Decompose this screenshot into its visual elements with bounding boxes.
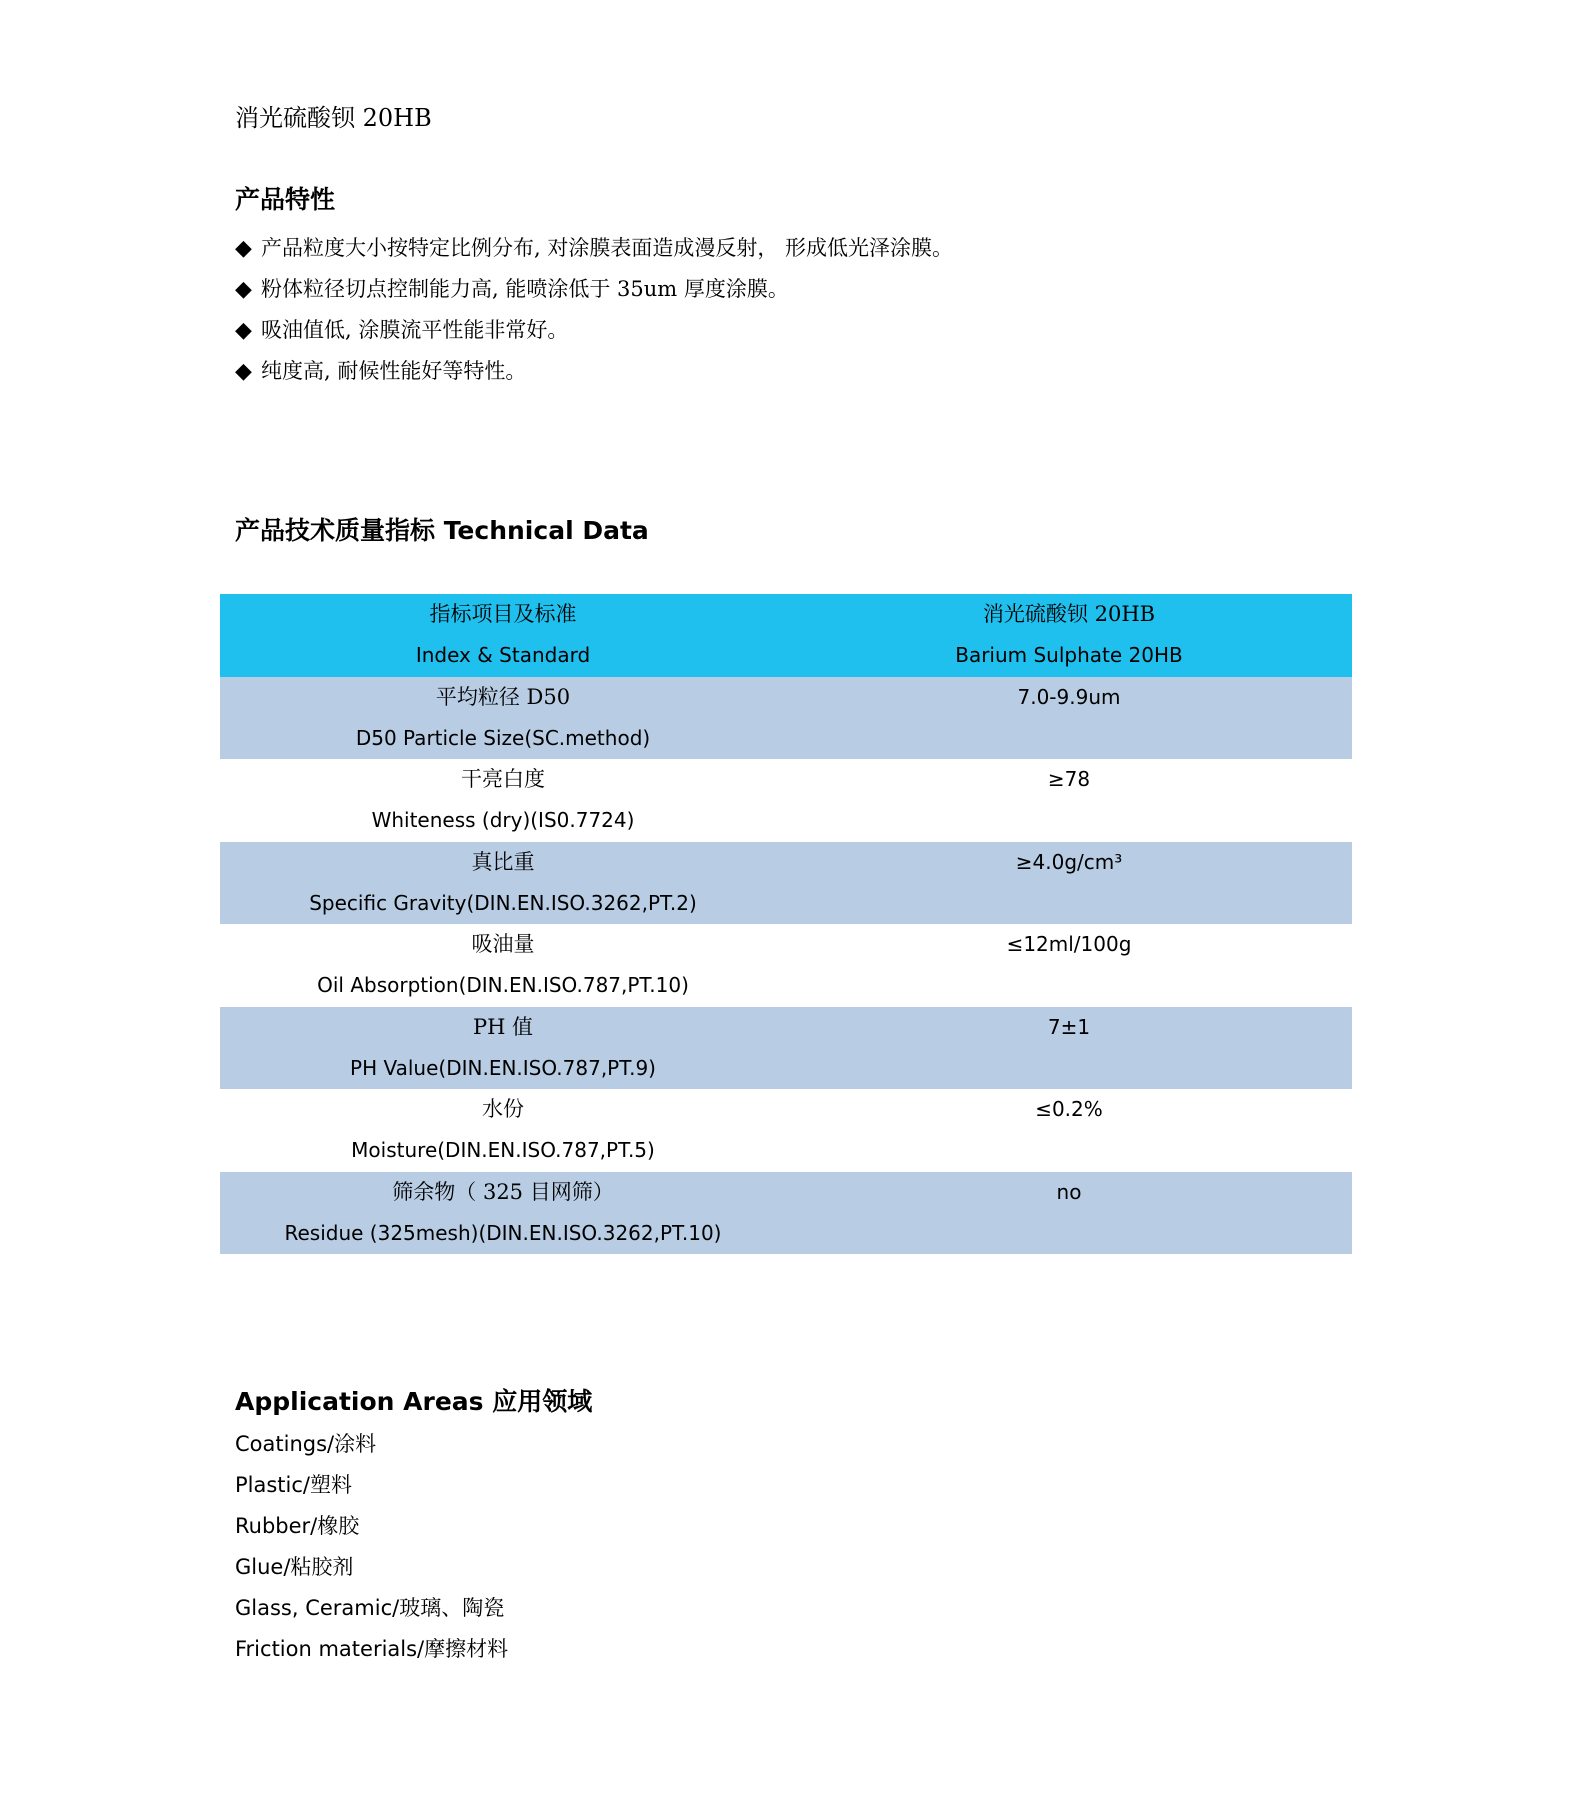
value-text: ≥78 [1047, 767, 1091, 791]
feature-item [235, 228, 953, 269]
header-index-en: Index & Standard [415, 643, 591, 667]
header-value-en: Barium Sulphate 20HB [955, 643, 1183, 667]
value-text: ≥4.0g/cm³ [1015, 849, 1123, 874]
application-item: Rubber/橡胶 [235, 1514, 360, 1538]
technical-data-heading: 产品技术质量指标 Technical Data [235, 516, 649, 545]
value-cell [786, 1007, 1352, 1090]
table-header-row [220, 594, 1352, 677]
index-en: Moisture(DIN.EN.ISO.787,PT.5) [351, 1138, 655, 1162]
application-item: Coatings/涂料 [235, 1432, 377, 1456]
index-en: D50 Particle Size(SC.method) [355, 725, 651, 750]
index-en: Specific Gravity(DIN.EN.ISO.3262,PT.2) [309, 890, 697, 915]
index-cell [220, 1172, 786, 1255]
header-value-cn: 消光硫酸钡 20HB [982, 602, 1156, 626]
table-row [220, 842, 1352, 925]
index-cn: 真比重 [471, 849, 535, 874]
table-row [220, 1172, 1352, 1255]
feature-item [235, 351, 953, 392]
application-item: Glue/粘胶剂 [235, 1555, 354, 1579]
index-cn: 平均粒径 D50 [435, 684, 571, 709]
application-item: Plastic/塑料 [235, 1473, 352, 1497]
applications-list [235, 1424, 508, 1670]
value-cell [786, 759, 1352, 842]
value-cell [786, 1172, 1352, 1255]
value-text: 7±1 [1047, 1014, 1091, 1039]
feature-text: 吸油值低, 涂膜流平性能非常好。 [261, 318, 569, 342]
application-item: Glass, Ceramic/玻璃、陶瓷 [235, 1596, 505, 1620]
index-cell [220, 759, 786, 842]
features-heading: 产品特性 [235, 185, 336, 214]
value-cell [786, 924, 1352, 1007]
diamond-bullet-icon: ◆ [235, 236, 252, 261]
header-index-cn: 指标项目及标准 [429, 602, 577, 626]
feature-text: 产品粒度大小按特定比例分布, 对涂膜表面造成漫反射， 形成低光泽涂膜。 [261, 236, 954, 260]
index-cell [220, 1007, 786, 1090]
feature-list [235, 228, 953, 392]
table-row [220, 759, 1352, 842]
feature-item [235, 310, 953, 351]
diamond-bullet-icon: ◆ [235, 318, 252, 343]
index-cell [220, 1089, 786, 1172]
index-en: Oil Absorption(DIN.EN.ISO.787,PT.10) [317, 973, 689, 997]
index-cell [220, 677, 786, 760]
diamond-bullet-icon: ◆ [235, 359, 252, 384]
value-text: ≤12ml/100g [1006, 932, 1132, 956]
value-text: no [1056, 1179, 1082, 1204]
feature-text: 纯度高, 耐候性能好等特性。 [261, 359, 527, 383]
page-title: 消光硫酸钡 20HB [235, 104, 432, 132]
header-value-cell [786, 594, 1352, 677]
index-cn: 筛余物（ 325 目网筛） [392, 1179, 614, 1204]
index-cell [220, 842, 786, 925]
value-cell [786, 677, 1352, 760]
index-cell [220, 924, 786, 1007]
index-cn: PH 值 [472, 1014, 534, 1039]
index-cn: 干亮白度 [461, 767, 545, 791]
technical-data-table [220, 594, 1352, 1254]
table-row [220, 677, 1352, 760]
index-en: Whiteness (dry)(IS0.7724) [371, 808, 635, 832]
diamond-bullet-icon: ◆ [235, 277, 252, 302]
table-row [220, 924, 1352, 1007]
feature-item [235, 269, 953, 310]
table-row [220, 1007, 1352, 1090]
index-en: PH Value(DIN.EN.ISO.787,PT.9) [350, 1055, 656, 1080]
application-item: Friction materials/摩擦材料 [235, 1637, 509, 1661]
index-cn: 吸油量 [471, 932, 535, 956]
value-cell [786, 842, 1352, 925]
feature-text: 粉体粒径切点控制能力高, 能喷涂低于 35um 厚度涂膜。 [261, 277, 789, 301]
header-index-cell [220, 594, 786, 677]
index-en: Residue (325mesh)(DIN.EN.ISO.3262,PT.10) [284, 1220, 722, 1245]
table-row [220, 1089, 1352, 1172]
value-cell [786, 1089, 1352, 1172]
value-text: 7.0-9.9um [1017, 684, 1121, 709]
index-cn: 水份 [482, 1097, 524, 1121]
applications-heading: Application Areas 应用领域 [235, 1387, 593, 1416]
value-text: ≤0.2% [1035, 1097, 1103, 1121]
